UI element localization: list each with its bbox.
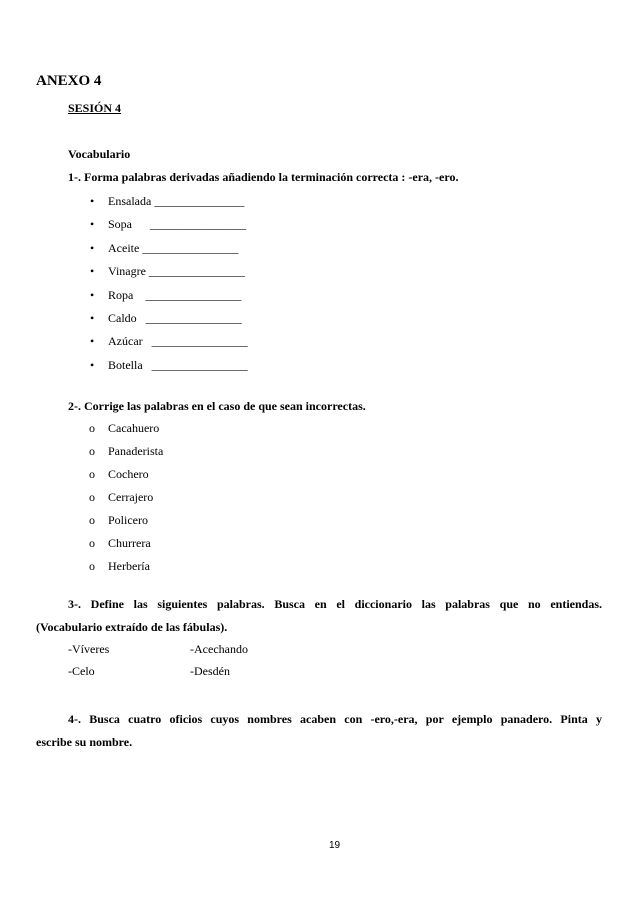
exercise-1-instruction: 1-. Forma palabras derivadas añadiendo la terminación correcta : -era, -ero. bbox=[68, 170, 459, 184]
word-desden: -Desdén bbox=[190, 664, 230, 678]
bullet-icon: • bbox=[90, 287, 95, 302]
exercise-4-instruction-line1: 4-. Busca cuatro oficios cuyos nombres acaben con -ero,-era, por ejemplo panadero. Pinta y bbox=[68, 712, 602, 726]
vocabulary-heading: Vocabulario bbox=[68, 147, 131, 161]
bullet-icon: • bbox=[90, 264, 95, 279]
annex-title: ANEXO 4 bbox=[36, 73, 102, 89]
word-viveres: -Víveres bbox=[68, 642, 110, 656]
circle-bullet-icon: o bbox=[89, 536, 95, 550]
exercise-2-item: Policero bbox=[108, 513, 148, 527]
circle-bullet-icon: o bbox=[89, 490, 95, 504]
exercise-2-item: Cerrajero bbox=[108, 490, 154, 504]
exercise-2-instruction: 2-. Corrige las palabras en el caso de que sean incorrectas. bbox=[68, 399, 366, 413]
exercise-1-item: Azúcar ________________ bbox=[108, 334, 248, 349]
exercise-1-item: Caldo ________________ bbox=[108, 311, 242, 325]
exercise-2-item: Cochero bbox=[108, 467, 149, 481]
circle-bullet-icon: o bbox=[89, 421, 95, 435]
word-acechando: -Acechando bbox=[190, 642, 248, 656]
bullet-icon: • bbox=[90, 334, 95, 349]
exercise-4-instruction-line2: escribe su nombre. bbox=[36, 735, 133, 749]
exercise-1-item: Ropa ________________ bbox=[108, 287, 242, 302]
bullet-icon: • bbox=[90, 311, 95, 325]
exercise-1-item: Aceite ________________ bbox=[108, 240, 239, 255]
bullet-icon: • bbox=[90, 217, 95, 232]
exercise-2-item: Herbería bbox=[108, 559, 150, 573]
bullet-icon: • bbox=[90, 194, 95, 208]
circle-bullet-icon: o bbox=[89, 513, 95, 527]
exercise-2-item: Churrera bbox=[108, 536, 151, 550]
exercise-1-item: Vinagre ________________ bbox=[108, 264, 245, 279]
exercise-2-item: Panaderista bbox=[108, 444, 164, 458]
exercise-1-item: Botella ________________ bbox=[108, 357, 248, 372]
circle-bullet-icon: o bbox=[89, 467, 95, 481]
exercise-3-instruction-line1: 3-. Define las siguientes palabras. Busca en el diccionario las palabras que no entiendas. bbox=[68, 597, 602, 611]
circle-bullet-icon: o bbox=[89, 559, 95, 573]
page-number: 19 bbox=[329, 840, 341, 851]
exercise-3-instruction-line2: (Vocabulario extraído de las fábulas). bbox=[36, 620, 228, 634]
word-celo: -Celo bbox=[68, 664, 95, 678]
exercise-2-item: Cacahuero bbox=[108, 421, 160, 435]
bullet-icon: • bbox=[90, 240, 95, 255]
exercise-1-item: Sopa ________________ bbox=[108, 217, 246, 232]
bullet-icon: • bbox=[90, 357, 95, 372]
session-title: SESIÓN 4 bbox=[68, 101, 122, 115]
exercise-1-item: Ensalada _______________ bbox=[108, 194, 245, 208]
circle-bullet-icon: o bbox=[89, 444, 95, 458]
